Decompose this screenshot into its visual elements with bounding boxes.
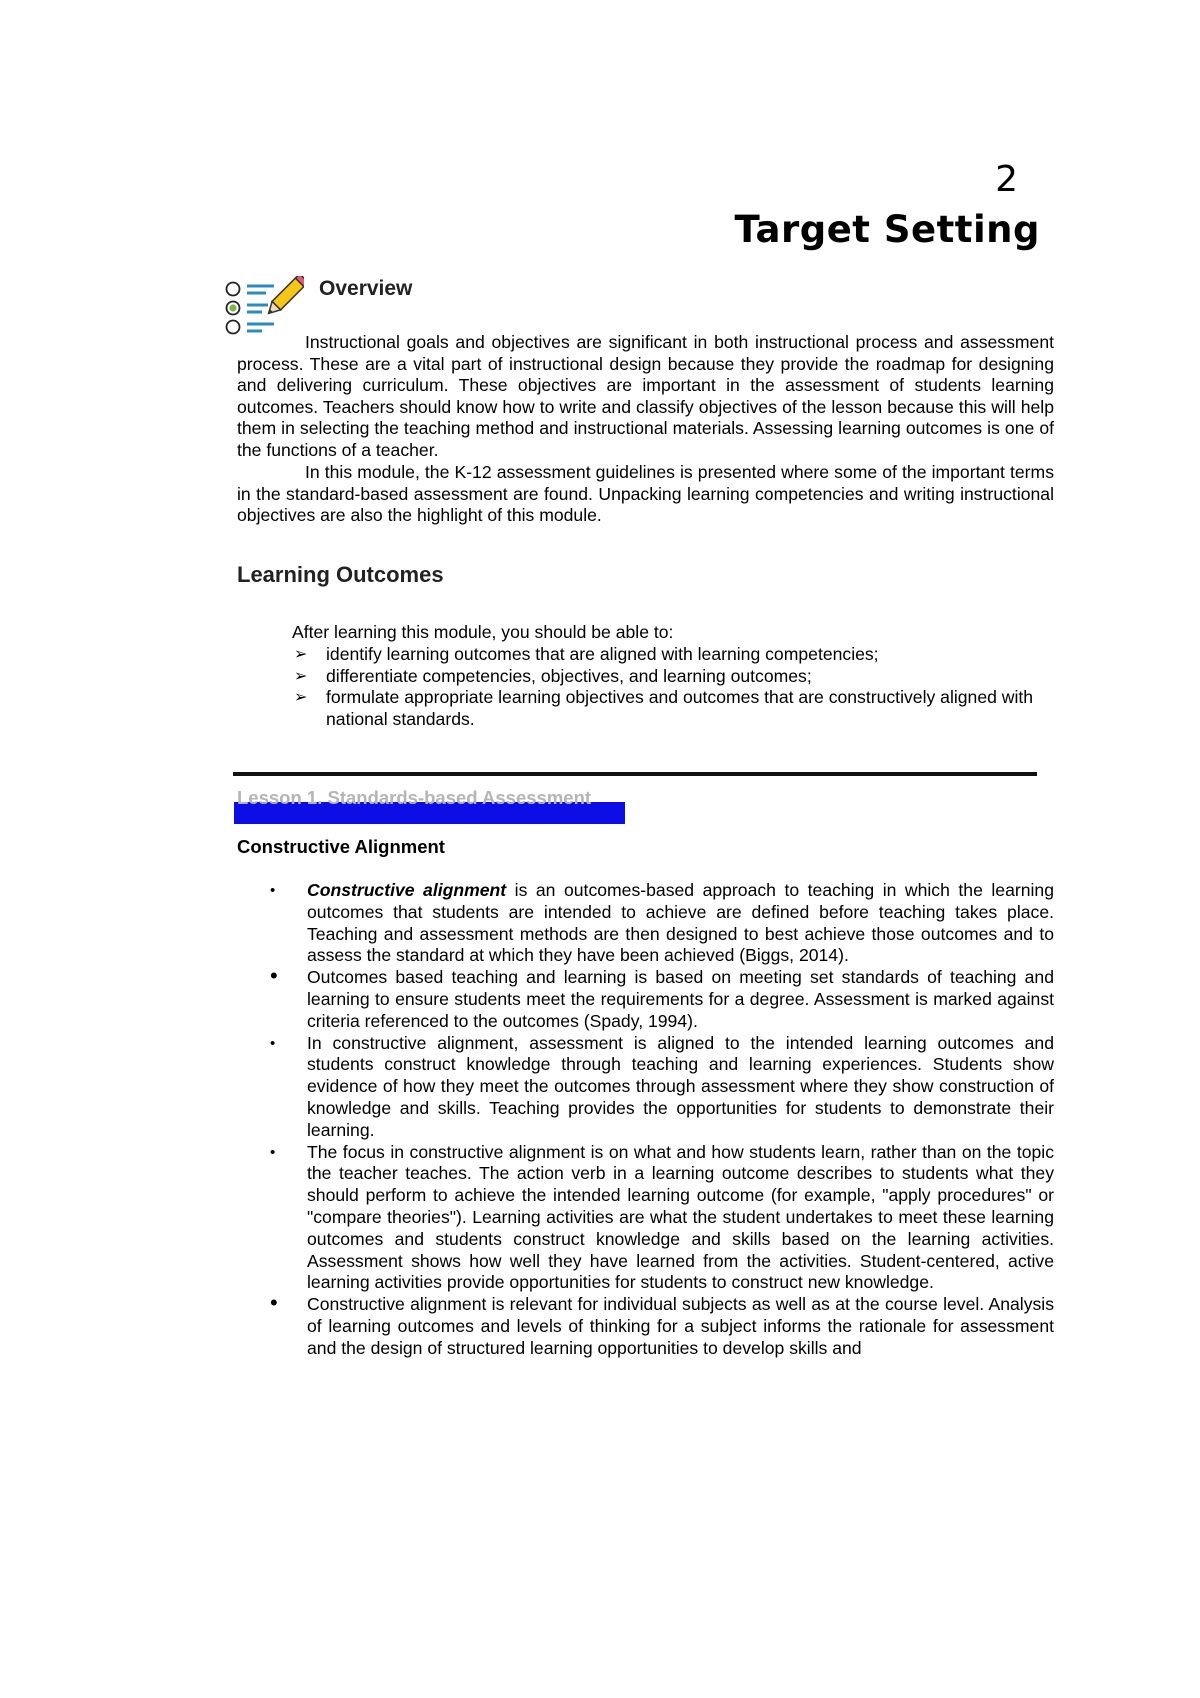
bullet-icon: •	[270, 1290, 278, 1316]
bullet-icon: •	[270, 963, 278, 989]
list-item: • Constructive alignment is an outcomes-based approach to teaching in which the learning outcomes that students are intended to achieve are defined before teaching takes place. Teaching and assessment methods are then designed to best achieve those outcomes and to assess the standard at which they have been achieved (Biggs, 2014).	[270, 880, 1054, 966]
learning-outcomes-intro: After learning this module, you should be able to:	[292, 622, 674, 642]
arrow-bullet-icon: ➢	[294, 667, 308, 685]
list-item: • In constructive alignment, assessment is aligned to the intended learning outcomes and students construct knowledge through teaching and learning experiences. Students show evidence of how they meet the outcomes through assessment where they show construction of knowledge and skills. Teaching provides the opportunities for students to demonstrate their learning.	[270, 1032, 1054, 1140]
bullet-icon: •	[270, 1034, 276, 1052]
section-divider	[233, 772, 1037, 776]
list-item: ➢ formulate appropriate learning objectives and outcomes that are constructively aligned with national standards.	[294, 687, 1034, 730]
learning-outcomes-list	[292, 644, 1054, 731]
bullet-icon: •	[270, 882, 276, 899]
arrow-bullet-icon: ➢	[294, 689, 308, 707]
list-item: ➢ differentiate competencies, objectives, and learning outcomes;	[294, 665, 812, 686]
list-item: • Constructive alignment is relevant for individual subjects as well as at the course level. Analysis of learning outcomes and levels of thinking for a subject informs the rationale for assessment and the design of structured learning opportunities to develop skills and	[270, 1290, 1054, 1358]
bullet-icon: •	[270, 1143, 276, 1161]
chapter-number: 2	[995, 159, 1018, 200]
list-item: • The focus in constructive alignment is on what and how students learn, rather than on the topic the teacher teaches. The action verb in a learning outcome describes to students what they should perform to achieve the intended learning outcome (for example, "apply procedures" or "compare theories"). Learning activities are what the student undertakes to meet these learning outcomes and students construct knowledge and skills based on the learning activities. Assessment shows how well they have learned from the activities. Student-centered, active learning activities provide opportunities for students to construct new knowledge.	[270, 1141, 1054, 1293]
overview-paragraph-2: In this module, the K-12 assessment guidelines is presented where some of the important terms in the standard-based assessment are found. Unpacking learning competencies and writing instructional objectives are also the highlight of this module.	[237, 462, 1054, 526]
list-item: • Outcomes based teaching and learning is based on meeting set standards of teaching and learning to ensure students meet the requirements for a degree. Assessment is marked against criteria referenced to the outcomes (Spady, 1994).	[270, 963, 1054, 1031]
chapter-title: Target Setting	[734, 208, 1040, 251]
lesson-title: Lesson 1. Standards-based Assessment	[237, 787, 592, 808]
learning-outcomes-heading: Learning Outcomes	[237, 562, 444, 587]
overview-paragraph-1: Instructional goals and objectives are significant in both instructional process and assessment process. These are a vital part of instructional design because they provide the roadmap for designing and delivering curriculum. These objectives are important in the assessment of students learning outcomes. Teachers should know how to write and classify objectives of the lesson because this will help them in selecting the teaching method and instructional materials. Assessing learning outcomes is one of the functions of a teacher.	[237, 332, 1054, 460]
overview-heading: Overview	[319, 277, 413, 300]
bullet-lead-term: Constructive alignment	[307, 880, 507, 900]
constructive-alignment-heading: Constructive Alignment	[237, 836, 445, 857]
list-item: ➢ identify learning outcomes that are aligned with learning competencies;	[294, 644, 879, 664]
constructive-alignment-list	[270, 880, 1054, 1360]
arrow-bullet-icon: ➢	[294, 646, 308, 663]
